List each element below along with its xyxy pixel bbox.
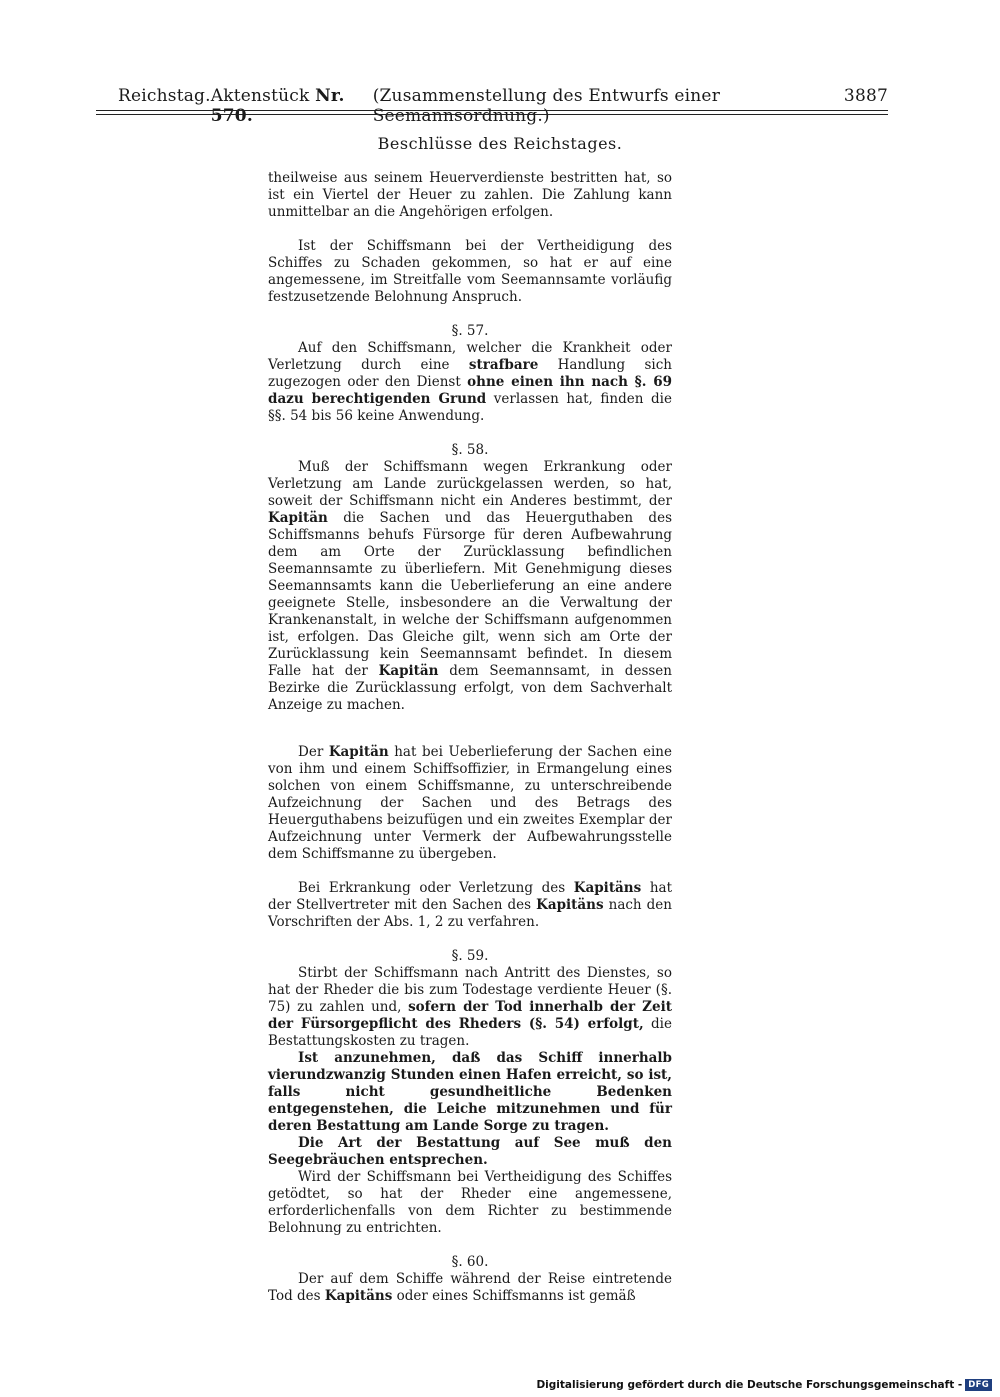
section-heading-60: §. 60. [451, 1254, 489, 1270]
section-heading-59: §. 59. [451, 948, 489, 964]
paragraph-59-2: Ist anzunehmen, daß das Schiff innerhalb vierundzwanzig Stunden einen Hafen erreicht, so ist, falls nicht gesundheitliche Bedenken entgegenstehen, die Leiche mitzunehmen und für deren Bestattung am Lande Sorge zu tragen. [268, 1050, 672, 1134]
bold-text: Kapitän [268, 510, 328, 526]
paragraph-60: Der auf dem Schiffe während der Reise eintretende Tod des Kapitäns oder eines Schiffsmanns ist gemäß [268, 1271, 672, 1304]
header-rule [96, 110, 888, 111]
paragraph-57: Auf den Schiffsmann, welcher die Krankheit oder Verletzung durch eine strafbare Handlung sich zugezogen oder den Dienst ohne einen ihn nach §. 69 dazu berechtigenden Grund verlassen hat, finden die §§. 54 bis 56 keine Anwendung. [268, 340, 672, 424]
header-rule-thin [96, 114, 888, 115]
header-reichstag: Reichstag. [118, 86, 211, 106]
footer-text: Digitalisierung gefördert durch die Deutsche Forschungsgemeinschaft - [536, 1379, 963, 1391]
bold-text: strafbare [468, 357, 539, 373]
section-heading-58: §. 58. [451, 442, 489, 458]
paragraph-59: Stirbt der Schiffsmann nach Antritt des Dienstes, so hat der Rheder die bis zum Todestage verdiente Heuer (§. 75) zu zahlen und, sofern der Tod innerhalb der Zeit der Fürsorgepflicht des Rheders (§. 54) erfolgt, die Bestattungskosten zu tragen. [268, 965, 672, 1049]
digitization-footer [536, 1379, 992, 1391]
paragraph: theilweise aus seinem Heuerverdienste bestritten hat, so ist ein Viertel der Heuer zu zahlen. Die Zahlung kann unmittelbar an die Angehörigen erfolgen. [268, 170, 672, 220]
paragraph-58-2: Der Kapitän hat bei Ueberlieferung der Sachen eine von ihm und einem Schiffsoffizier, in Ermangelung eines solchen von einem Schiffsmanne, zu unterschreibende Aufzeichnung der Sachen und des Betrags des Heuerguthabens beizufügen und ein zweites Exemplar der Aufzeichnung unter Vermerk der Aufbewahrungsstelle dem Schiffsmanne zu übergeben. [268, 744, 672, 862]
header-title: (Zusammenstellung des Entwurfs einer Seemannsordnung.) [372, 86, 721, 126]
header-nr: Nr. 570. [210, 86, 345, 126]
column-title: Beschlüsse des Reichstages. [377, 134, 623, 153]
paragraph-58-3: Bei Erkrankung oder Verletzung des Kapitäns hat der Stellvertreter mit den Sachen des Kapitäns nach den Vorschriften der Abs. 1, 2 zu verfahren. [268, 880, 672, 930]
paragraph-58: Muß der Schiffsmann wegen Erkrankung oder Verletzung am Lande zurückgelassen werden, so hat, soweit der Schiffsmann nicht ein Anderes bestimmt, der Kapitän die Sachen und das Heuerguthaben des Schiffsmanns behufs Fürsorge für deren Aufbewahrung dem am Orte der Zurücklassung befindlichen Seemannsamte zu überliefern. Mit Genehmigung dieses Seemannsamts kann die Ueberlieferung an eine andere geeignete Stelle, insbesondere an die Verwaltung der Krankenanstalt, in welche der Schiffsmann aufgenommen ist, erfolgen. Das Gleiche gilt, wenn sich am Orte der Zurücklassung kein Seemannsamt befindet. In diesem Falle hat der Kapitän dem Seemannsamt, in dessen Bezirke die Zurücklassung erfolgt, von dem Sachverhalt Anzeige zu machen. [268, 459, 672, 713]
header-aktenstueck: Aktenstück [210, 86, 310, 106]
bold-text: Kapitäns [324, 1288, 393, 1304]
paragraph: Ist der Schiffsmann bei der Vertheidigung des Schiffes zu Schaden gekommen, so hat er auf eine angemessene, im Streitfalle vom Seemannsamte vorläufig festzusetzende Belohnung Anspruch. [268, 238, 672, 305]
text-column [268, 170, 672, 1305]
header-document-number [211, 86, 373, 126]
bold-text: Kapitäns [573, 880, 642, 896]
paragraph-59-3: Die Art der Bestattung auf See muß den Seegebräuchen entsprechen. [268, 1135, 672, 1168]
bold-text: sofern der Tod innerhalb der Zeit der Fürsorgepflicht des Rheders (§. 54) erfolgt, [268, 999, 672, 1032]
bold-text: Kapitäns [536, 897, 604, 913]
running-header [118, 86, 888, 126]
bold-text: Kapitän [328, 744, 389, 760]
section-heading-57: §. 57. [451, 323, 489, 339]
page-number: 3887 [843, 86, 888, 106]
bold-text: ohne einen ihn nach §. 69 dazu berechtigenden Grund [268, 374, 672, 407]
paragraph-59-4: Wird der Schiffsmann bei Vertheidigung des Schiffes getödtet, so hat der Rheder eine angemessene, erforderlichenfalls von dem Richter zu bestimmende Belohnung zu entrichten. [268, 1169, 672, 1236]
bold-text: Kapitän [378, 663, 439, 679]
dfg-logo-icon: DFG [965, 1379, 992, 1391]
